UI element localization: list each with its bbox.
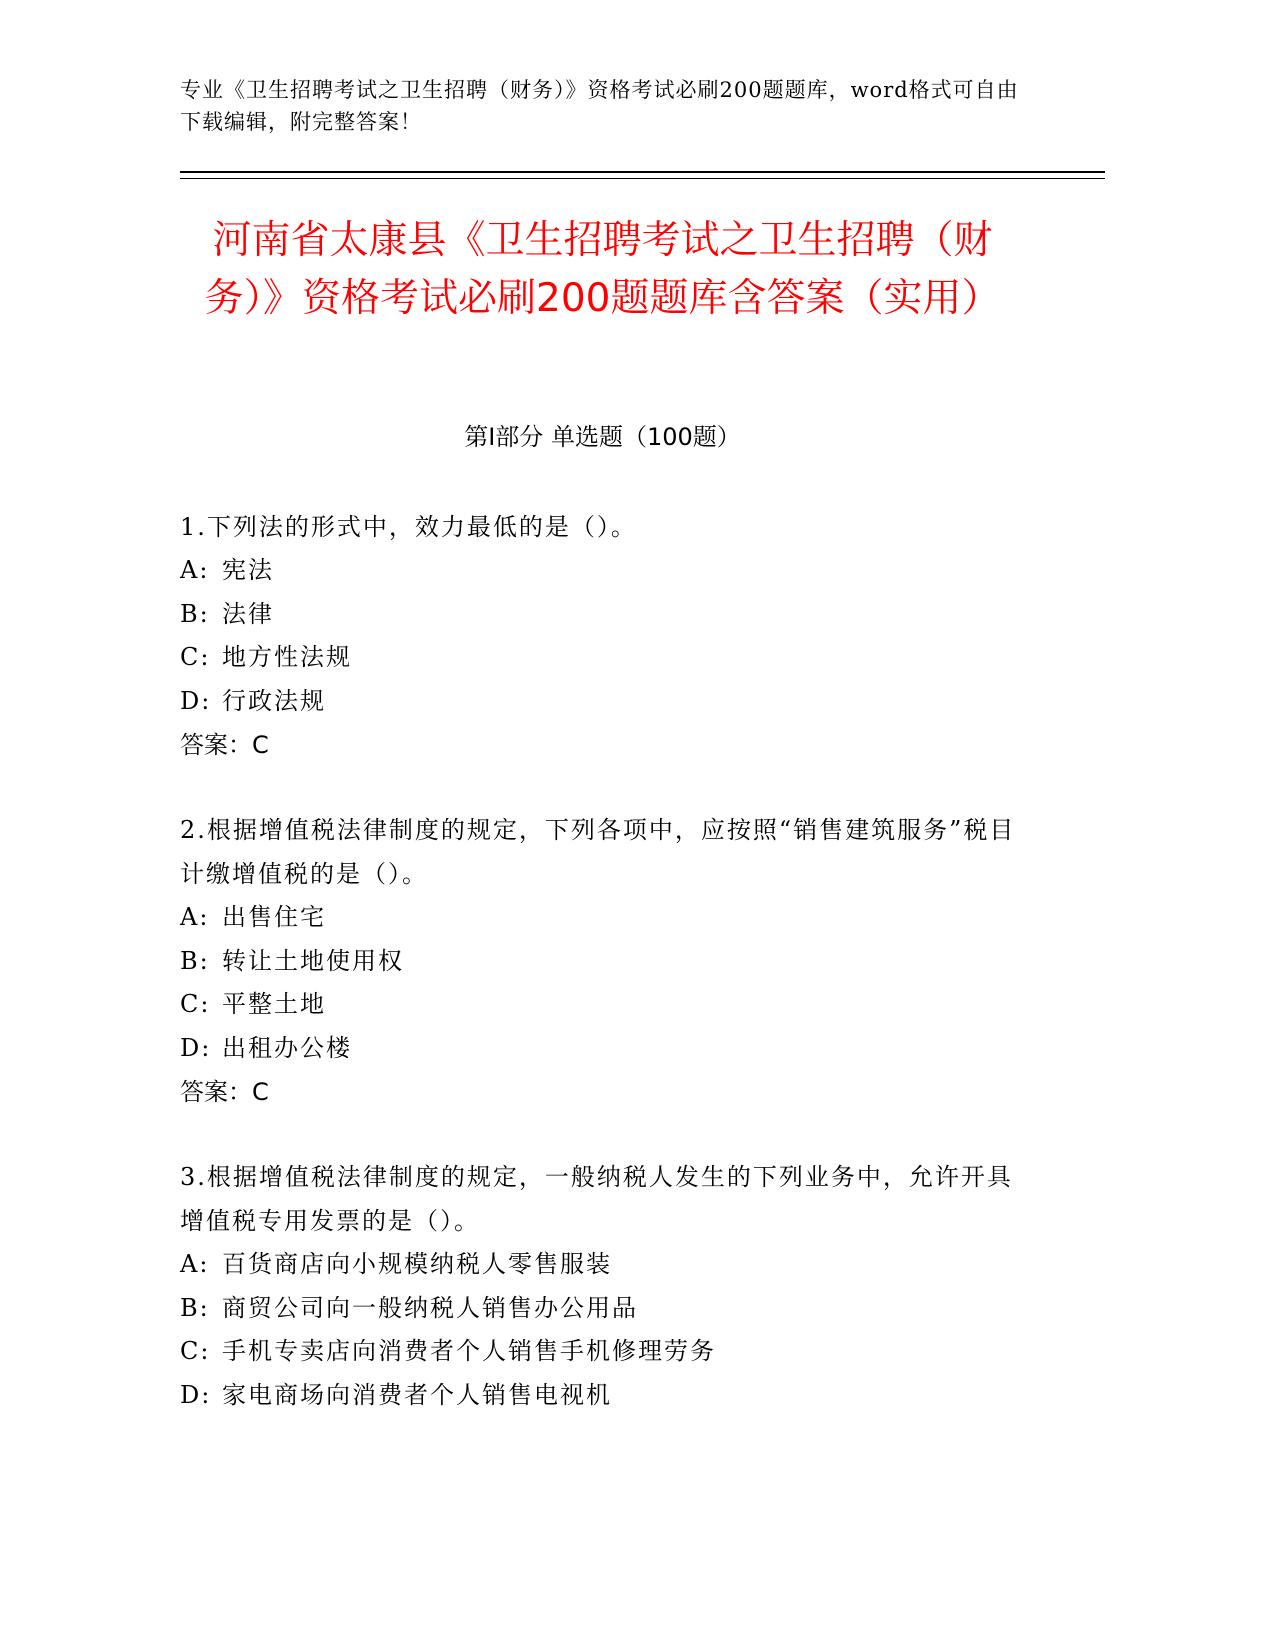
header-rule-thin (180, 178, 1105, 179)
option-b (180, 593, 1025, 637)
option-c (180, 1330, 1025, 1374)
option-text: 百货商店向小规模纳税人零售服装 (222, 1250, 612, 1278)
option-text: 转让土地使用权 (222, 946, 404, 975)
option-text: 手机专卖店向消费者个人销售手机修理劳务 (222, 1337, 716, 1365)
question-stem: 2.根据增值税法律制度的规定，下列各项中，应按照“销售建筑服务”税目计缴增值税的是（）。 (180, 816, 1016, 888)
question-1 (180, 505, 1025, 767)
option-text: 商贸公司向一般纳税人销售办公用品 (222, 1293, 638, 1322)
section-title: 第Ⅰ部分 单选题（100题） (464, 423, 741, 451)
option-key: C: (180, 1337, 211, 1365)
option-d (180, 680, 1025, 724)
option-text: 地方性法规 (222, 643, 352, 671)
option-c (180, 983, 1025, 1027)
option-key: A: (180, 556, 210, 584)
header-rule-thick (180, 171, 1105, 173)
question-stem: 3.根据增值税法律制度的规定，一般纳税人发生的下列业务中，允许开具增值税专用发票的是（）。 (180, 1163, 1013, 1235)
option-a (180, 549, 1025, 593)
option-text: 出售住宅 (222, 903, 326, 931)
option-text: 行政法规 (222, 686, 326, 715)
option-text: 法律 (222, 599, 274, 628)
option-key: B: (180, 1293, 210, 1322)
option-d (180, 1374, 1025, 1418)
option-b (180, 940, 1025, 984)
option-key: C: (180, 643, 211, 671)
header-note: 专业《卫生招聘考试之卫生招聘（财务）》资格考试必刷200题题库，word格式可自由下载编辑，附完整答案！ (180, 78, 1019, 134)
question-3 (180, 1155, 1025, 1417)
option-text: 出租办公楼 (222, 1033, 352, 1062)
answer: 答案：C (180, 1078, 269, 1106)
option-c (180, 636, 1025, 680)
option-a (180, 1243, 1025, 1287)
option-key: A: (180, 1250, 210, 1278)
option-a (180, 896, 1025, 940)
option-text: 家电商场向消费者个人销售电视机 (222, 1380, 612, 1409)
option-key: A: (180, 903, 210, 931)
option-key: B: (180, 599, 210, 628)
option-b (180, 1287, 1025, 1331)
question-2 (180, 808, 1025, 1114)
document-title: 河南省太康县《卫生招聘考试之卫生招聘（财务）》资格考试必刷200题题库含答案（实用） (204, 218, 1001, 321)
option-key: D: (180, 1380, 212, 1409)
question-list (180, 505, 1025, 1458)
answer: 答案：C (180, 731, 269, 759)
option-key: D: (180, 686, 212, 715)
option-key: D: (180, 1033, 212, 1062)
question-stem: 1.下列法的形式中，效力最低的是（）。 (180, 513, 637, 541)
option-text: 宪法 (222, 556, 274, 584)
option-key: B: (180, 946, 210, 975)
option-text: 平整土地 (222, 990, 326, 1018)
option-key: C: (180, 990, 211, 1018)
option-d (180, 1027, 1025, 1071)
